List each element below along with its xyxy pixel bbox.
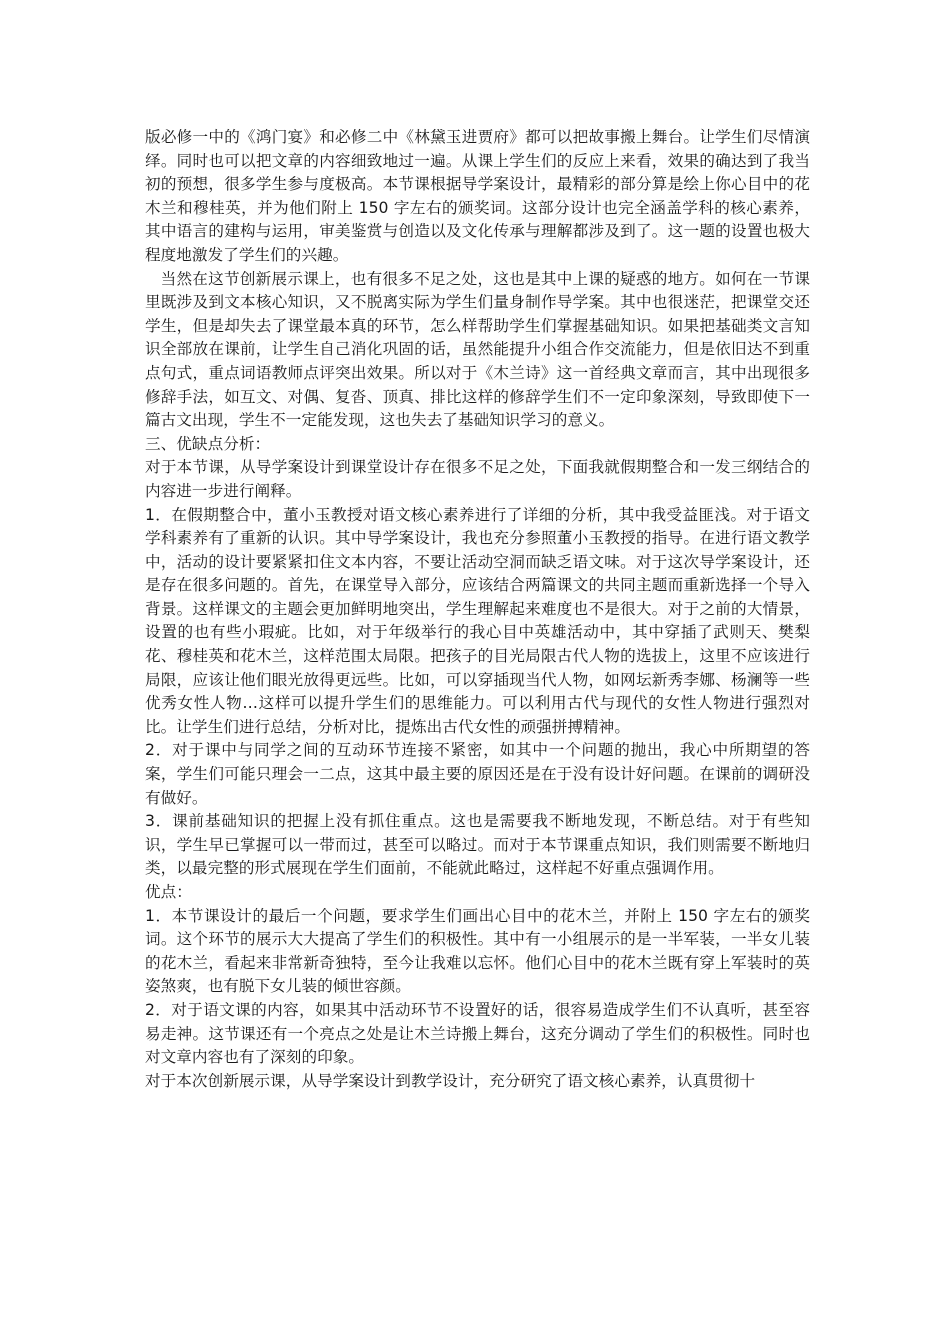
- list-item-strength-1: 1．本节课设计的最后一个问题，要求学生们画出心目中的花木兰，并附上 150 字左右的颁奖词。这个环节的展示大大提高了学生们的积极性。其中有一小组展示的是一半军装，一半女儿装的花木兰，看起来非常新奇独特，至今让我难以忘怀。他们心目中的花木兰既有穿上军装时的英姿煞爽，也有脱下女儿装的倾世容颜。: [145, 906, 810, 996]
- paragraph-intro: 版必修一中的《鸿门宴》和必修二中《林黛玉进贾府》都可以把故事搬上舞台。让学生们尽情演绎。同时也可以把文章的内容细致地过一遍。从课上学生们的反应上来看，效果的确达到了我当初的预想，很多学生参与度极高。本节课根据导学案设计，最精彩的部分算是绘上你心目中的花木兰和穆桂英，并为他们附上 150 字左右的颁奖词。这部分设计也完全涵盖学科的核心素养，其中语言的建构与运用，审美鉴赏与创造以及文化传承与理解都涉及到了。这一题的设置也极大程度地激发了学生们的兴趣。: [145, 128, 810, 264]
- paragraph-conclusion: 对于本次创新展示课，从导学案设计到教学设计，充分研究了语文核心素养，认真贯彻十: [145, 1071, 756, 1090]
- list-item-strength-2: 2．对于语文课的内容，如果其中活动环节不设置好的话，很容易造成学生们不认真听，甚至容易走神。这节课还有一个亮点之处是让木兰诗搬上舞台，这充分调动了学生们的积极性。同时也对文章内容也有了深刻的印象。: [145, 1000, 810, 1067]
- section-heading-analysis: 三、优缺点分析：: [145, 434, 271, 453]
- paragraph-shortcomings: 当然在这节创新展示课上，也有很多不足之处，这也是其中上课的疑惑的地方。如何在一节课里既涉及到文本核心知识，又不脱离实际为学生们量身制作导学案。其中也很迷茫，把课堂交还学生，但是却失去了课堂最本真的环节，怎么样帮助学生们掌握基础知识。如果把基础类文言知识全部放在课前，让学生自己消化巩固的话，虽然能提升小组合作交流能力，但是依旧达不到重点句式，重点词语教师点评突出效果。所以对于《木兰诗》这一首经典文章而言，其中出现很多修辞手法，如互文、对偶、复沓、顶真、排比这样的修辞学生们不一定印象深刻，导致即使下一篇古文出现，学生不一定能发现，这也失去了基础知识学习的意义。: [145, 269, 810, 430]
- paragraph-analysis-intro: 对于本节课，从导学案设计到课堂设计存在很多不足之处，下面我就假期整合和一发三纲结合的内容进一步进行阐释。: [145, 458, 810, 500]
- section-heading-strengths: 优点：: [145, 883, 192, 901]
- list-item-weakness-2: 2．对于课中与同学之间的互动环节连接不紧密，如其中一个问题的抛出，我心中所期望的答案，学生们可能只理会一二点，这其中最主要的原因还是在于没有设计好问题。在课前的调研没有做好。: [145, 741, 810, 807]
- document-page: [145, 126, 810, 1093]
- list-item-weakness-1: 1．在假期整合中，董小玉教授对语文核心素养进行了详细的分析，其中我受益匪浅。对于语文学科素养有了重新的认识。其中导学案设计，我也充分参照董小玉教授的指导。在进行语文教学中，活动的设计要紧紧扣住文本内容，不要让活动空洞而缺乏语文味。对于这次导学案设计，还是存在很多问题的。首先，在课堂导入部分，应该结合两篇课文的共同主题而重新选择一个导入背景。这样课文的主题会更加鲜明地突出，学生理解起来难度也不是很大。对于之前的大情景，设置的也有些小瑕疵。比如，对于年级举行的我心目中英雄活动中，其中穿插了武则天、樊梨花、穆桂英和花木兰，这样范围太局限。把孩子的目光局限古代人物的选拔上，这里不应该进行局限，应该让他们眼光放得更远些。比如，可以穿插现当代人物，如网坛新秀李娜、杨澜等一些优秀女性人物…这样可以提升学生们的思维能力。可以利用古代与现代的女性人物进行强烈对比。让学生们进行总结，分析对比，提炼出古代女性的顽强拼搏精神。: [145, 505, 810, 736]
- list-item-weakness-3: 3．课前基础知识的把握上没有抓住重点。这也是需要我不断地发现，不断总结。对于有些知识，学生早已掌握可以一带而过，甚至可以略过。而对于本节课重点知识，我们则需要不断地归类，以最完整的形式展现在学生们面前，不能就此略过，这样起不好重点强调作用。: [145, 812, 810, 878]
